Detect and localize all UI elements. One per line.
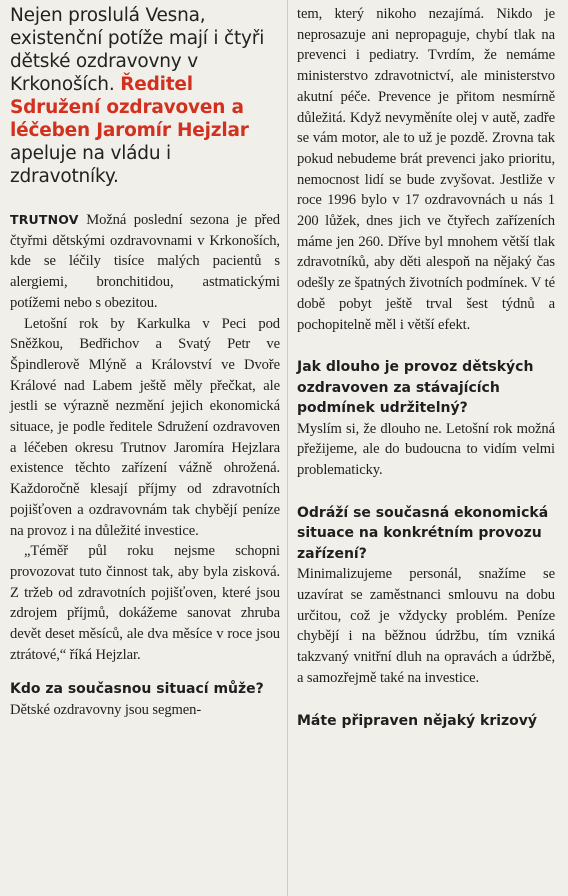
dateline: TRUTNOV — [10, 212, 79, 227]
answer-2: Myslím si, že dlouho ne. Letošní rok možná přežijeme, ale do budoucna to vidím velmi problematicky. — [297, 420, 555, 479]
question-2: Jak dlouho je provoz dětských ozdravoven za stávajících podmínek udržitelný? — [297, 359, 534, 417]
lead-text: Nejen proslulá Vesna, existenční potíže mají i čtyři dětské ozdravovny v Krkonoších. — [10, 5, 265, 95]
lead-highlight: Ředitel Sdružení ozdravoven a léčeben Jaromír Hejzlar — [10, 74, 249, 141]
answer-3: Minimalizujeme personál, snažíme se uzavírat se zaměstnanci smlouvu na dobu určitou, což je vždycky problém. Peníze chybějí i na běžnou údržbu, tím vzniká takzvaný vnitřní dluh na opravách a údržbě, a samozřejmě také na investice. — [297, 566, 555, 686]
lead-after: apeluje na vládu i zdravotníky. — [10, 143, 171, 187]
answer-1-continued: tem, který nikoho nezajímá. Nikdo je neprosazuje ani nepropaguje, chybí tlak na prevenci i pediatry. Tvrdím, že nemáme ministerstvo zdravotnictví, ale ministerstvo akutní péče. Prevence je přitom nesmírně důležitá. Když nevyměníte olej v autě, zadře se vám motor, ale to už je pozdě. Zrovna tak pokud nebudeme brát prevenci jako prioritu, nemocnost lidí se bude zvyšovat. Jestliže v roce 1996 bylo v 17 ozdravovnách u nás 1 200 lůžek, dnes jich ve čtyřech zařízeních máme jen 260. Dříve byl mnohem větší tlak zdravotníků, aby děti alespoň na nějaký čas odešly ze špatných životních podmínek. V té době pobyt ještě trval šest týdnů a pochopitelně měl i větší efekt. — [297, 6, 555, 333]
question-3: Odráží se současná ekonomická situace na konkrétním provozu zařízení? — [297, 504, 549, 562]
question-4: Máte připraven nějaký krizový — [297, 712, 538, 729]
paragraph-1-text: Možná poslední sezona je před čtyřmi dětskými ozdravovnami v Krkonoších, kde se léčily tisíce malých pacientů s alergiemi, bronchitidou, astmatickými potížemi nebo s obezitou. — [10, 212, 280, 311]
paragraph-2: Letošní rok by Karkulka v Peci pod Sněžkou, Bedřichov a Svatý Petr ve Špindlerově Mlýně a Království ve Dvoře Králové nad Labem ještě měly přečkat, ale jestli se výrazně nezmění jejich ekonomická situace, je podle ředitele Sdružení ozdravoven a léčeben okresu Trutnov Jaromíra Hejzlara existence těchto zařízení vážně ohrožená. Každoročně klesají příjmy od zdravotních pojišťoven a ozdravovnám tak chybějí peníze na provoz i na důležité investice. — [10, 315, 280, 539]
paragraph-3: „Téměř půl roku nejsme schopni provozovat tuto činnost tak, aby byla zisková. Z tržeb od zdravotních pojišťoven, které jsou zdrojem příjmů, dokážeme sanovat zhruba devět deset měsíců, ale dva měsíce v roce jsou ztrátové,“ říká Hejzlar. — [10, 543, 280, 663]
article-lead — [10, 4, 280, 188]
right-column — [297, 4, 555, 731]
column-divider — [287, 0, 288, 896]
answer-1-start: Dětské ozdravovny jsou segmen- — [10, 701, 202, 718]
paragraph-1 — [10, 210, 280, 314]
left-column — [10, 0, 280, 721]
question-1: Kdo za současnou situací může? — [10, 681, 264, 698]
